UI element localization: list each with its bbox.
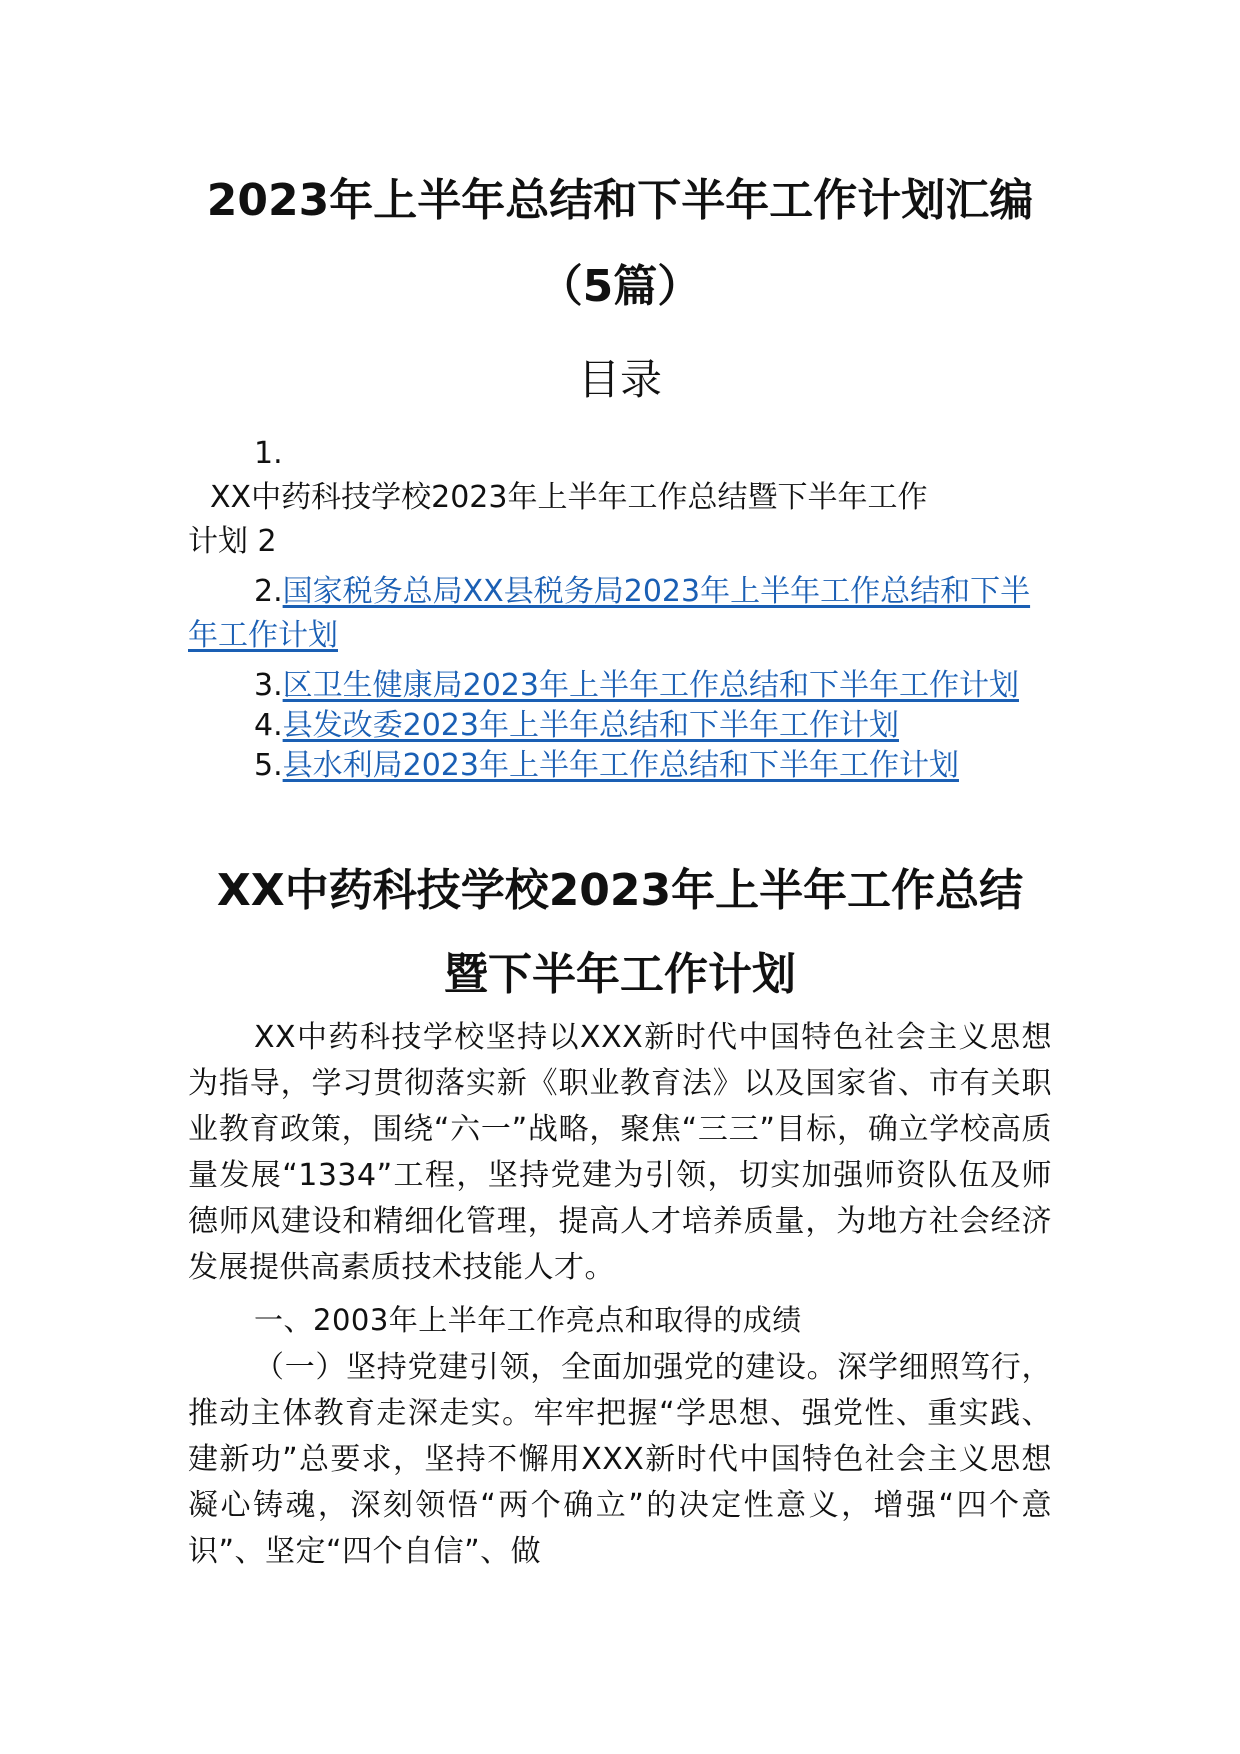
section-title: XX中药科技学校2023年上半年工作总结 (216, 865, 1024, 916)
toc-heading: 目录 (577, 355, 662, 404)
document-title-count: （5篇） (538, 261, 702, 312)
toc-item-4[interactable] (188, 704, 1052, 748)
toc-link-5[interactable]: 县水利局2023年上半年工作总结和下半年工作计划 (282, 748, 959, 783)
toc-item-1-page: 计划 2 (188, 524, 277, 559)
toc-item-1-number: 1. (254, 436, 283, 471)
toc-link-4[interactable]: 县发改委2023年上半年总结和下半年工作计划 (282, 708, 899, 743)
toc-item-5-number: 5. (254, 748, 283, 783)
table-of-contents (188, 432, 1052, 788)
paragraph-intro: XX中药科技学校坚持以XXX新时代中国特色社会主义思想为指导，学习贯彻落实新《职业教育法》以及国家省、市有关职业教育政策，围绕“六一”战略，聚焦“三三”目标，确立学校高质量发展“1334”工程，坚持党建为引领，切实加强师资队伍及师德师风建设和精细化管理，提高人才培养质量，为地方社会经济发展提供高素质技术技能人才。 (188, 1020, 1052, 1285)
document-title: 2023年上半年总结和下半年工作计划汇编 (206, 175, 1034, 226)
toc-item-1 (188, 432, 1052, 564)
subheading-achievements: 一、2003年上半年工作亮点和取得的成绩 (254, 1303, 802, 1337)
paragraph-party-building: （一）坚持党建引领，全面加强党的建设。深学细照笃行，推动主体教育走深走实。牢牢把握“学思想、强党性、重实践、建新功”总要求，坚持不懈用XXX新时代中国特色社会主义思想凝心铸魂，深刻领悟“两个确立”的决定性意义，增强“四个意识”、坚定“四个自信”、做 (188, 1350, 1052, 1569)
section-body (188, 1015, 1052, 1575)
toc-item-4-number: 4. (254, 708, 283, 743)
toc-link-2[interactable]: 国家税务总局XX县税务局2023年上半年工作总结和下半年工作计划 (188, 574, 1031, 653)
toc-item-3-number: 3. (254, 668, 283, 703)
toc-item-3[interactable] (188, 664, 1052, 708)
toc-item-2[interactable] (188, 570, 1052, 658)
toc-item-1-text: XX中药科技学校2023年上半年工作总结暨下半年工作 (210, 480, 928, 515)
toc-item-5[interactable] (188, 744, 1052, 788)
toc-item-2-number: 2. (254, 574, 283, 609)
toc-link-3[interactable]: 区卫生健康局2023年上半年工作总结和下半年工作计划 (282, 668, 1019, 703)
section-subtitle: 暨下半年工作计划 (444, 949, 796, 1000)
